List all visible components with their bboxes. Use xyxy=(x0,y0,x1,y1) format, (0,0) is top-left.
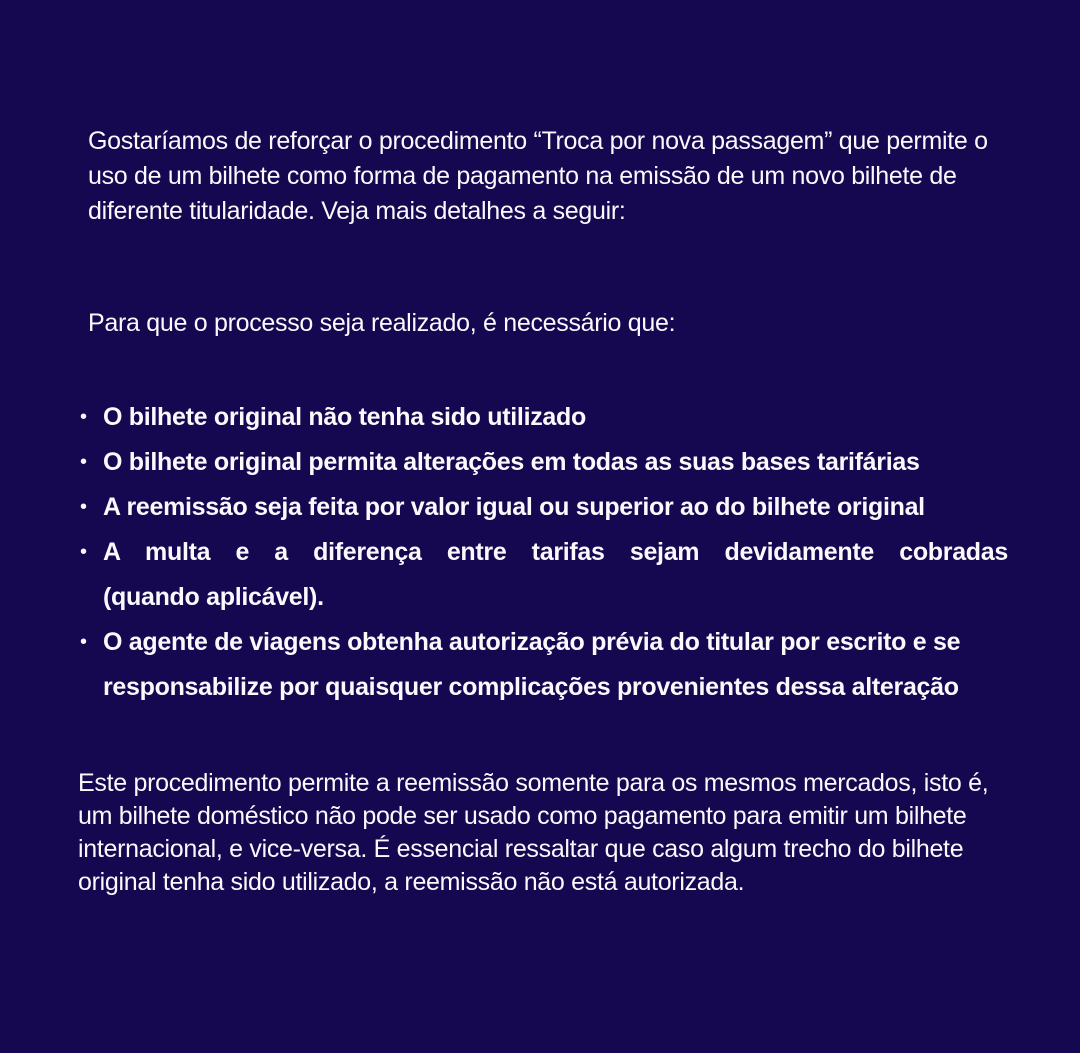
requirement-text: O bilhete original permita alterações em todas as suas bases tarifárias xyxy=(103,448,920,476)
requirements-heading: Para que o processo seja realizado, é necessário que: xyxy=(88,309,676,337)
bullet-icon: • xyxy=(80,496,87,518)
closing-paragraph: Este procedimento permite a reemissão somente para os mesmos mercados, isto é, um bilhete doméstico não pode ser usado como pagamento para emitir um bilhete internacional, e vice-versa. É essencial ressaltar que caso algum trecho do bilhete original tenha sido utilizado, a reemissão não está autorizada. xyxy=(78,769,989,896)
requirement-text-line: A multa e a diferença entre tarifas sejam devidamente cobradas xyxy=(103,538,1008,566)
requirement-text: O agente de viagens obtenha autorização prévia do titular por escrito e se responsabilize por quaisquer complicações provenientes dessa alteração xyxy=(103,628,961,701)
bullet-icon: • xyxy=(80,631,87,653)
intro-paragraph: Gostaríamos de reforçar o procedimento “Troca por nova passagem” que permite o uso de um bilhete como forma de pagamento na emissão de um novo bilhete de diferente titularidade. Veja mais detalhes a seguir: xyxy=(88,127,988,225)
requirement-text: O bilhete original não tenha sido utilizado xyxy=(103,403,586,431)
requirement-item-agent-authorization xyxy=(80,620,1008,710)
bullet-icon: • xyxy=(80,451,87,473)
bullet-icon: • xyxy=(80,541,87,563)
bullet-icon: • xyxy=(80,406,87,428)
requirement-text-line: (quando aplicável). xyxy=(103,583,324,611)
requirements-list xyxy=(80,395,1008,710)
requirement-item-penalty-and-fare-difference xyxy=(80,530,1008,620)
requirement-text: A reemissão seja feita por valor igual ou superior ao do bilhete original xyxy=(103,493,925,521)
requirement-item-original-not-used xyxy=(80,395,1008,440)
requirement-item-fare-bases-changeable xyxy=(80,440,1008,485)
requirement-item-equal-or-higher-value xyxy=(80,485,1008,530)
requirement-text xyxy=(103,530,1008,620)
